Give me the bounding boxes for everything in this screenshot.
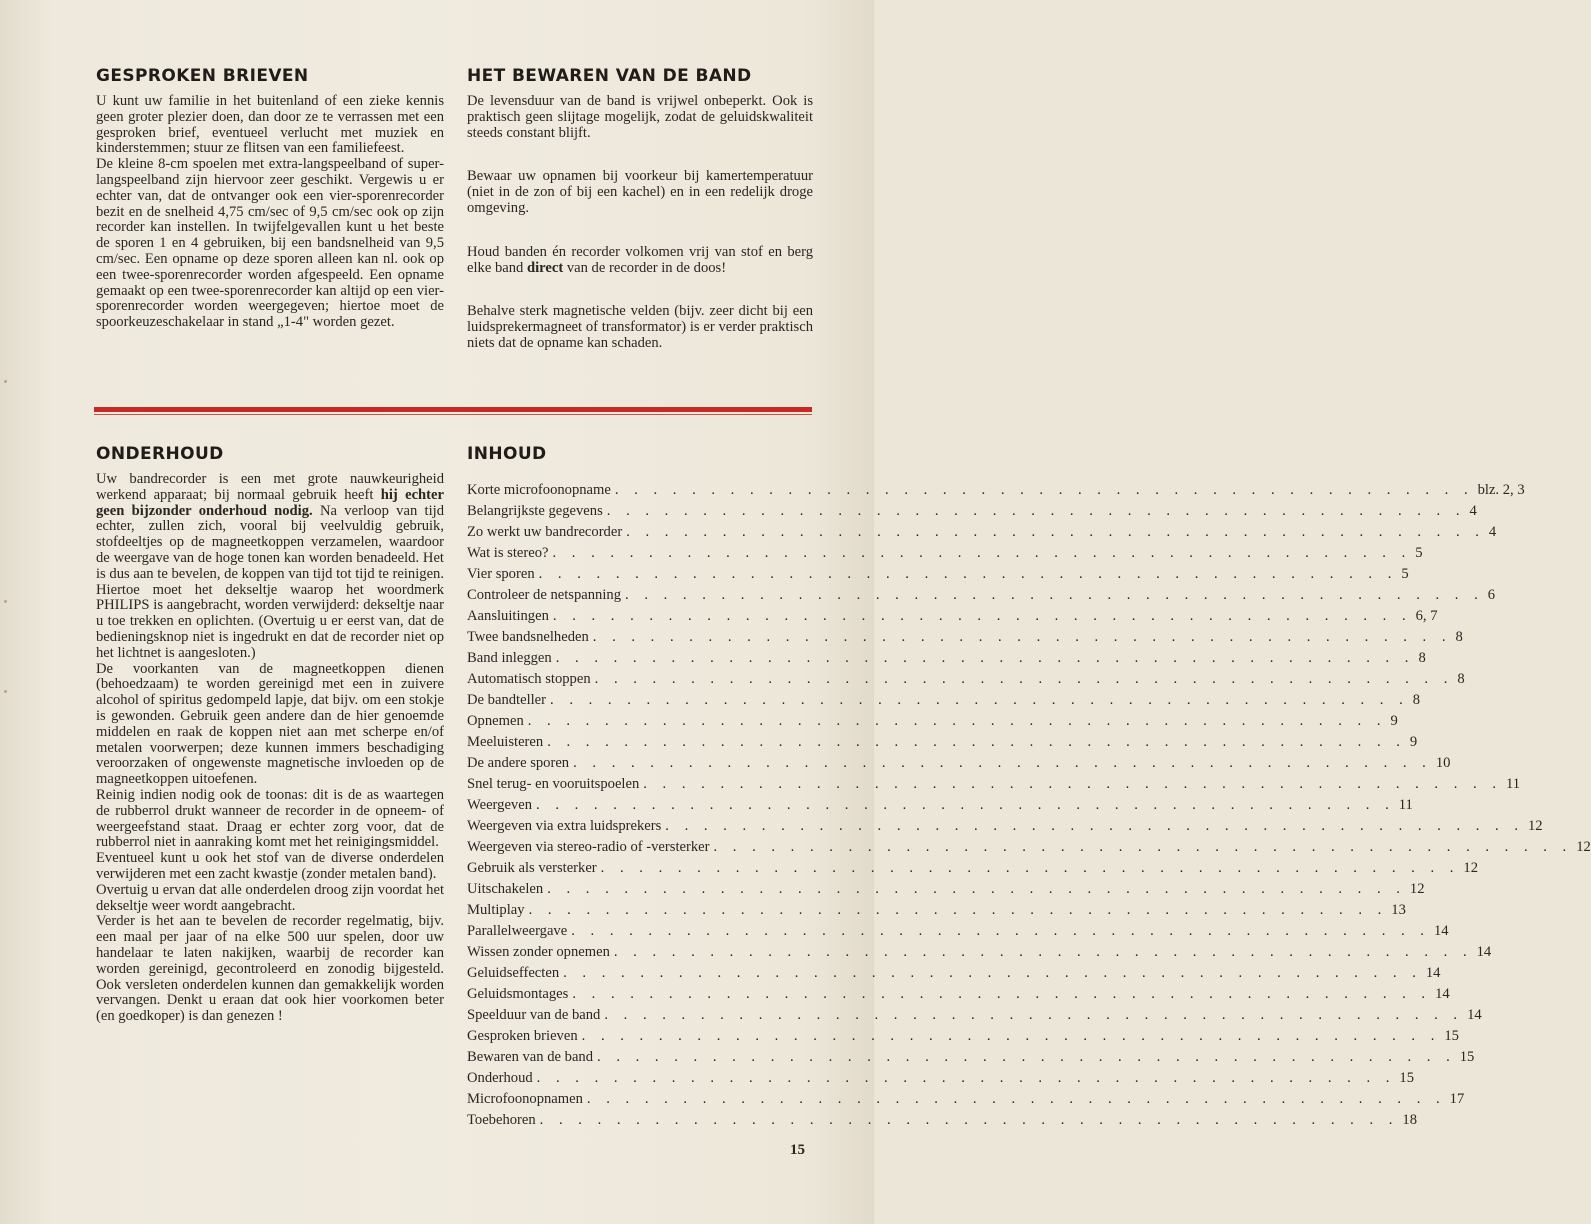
toc-title: Multiplay [467,902,525,918]
table-of-contents [467,480,1591,1131]
toc-entry [467,1110,1417,1131]
toc-page: 17 [1449,1091,1465,1107]
toc-page: 13 [1391,902,1406,918]
toc-entry [467,1047,1475,1068]
toc-leader-dots: . . . . . . . . . . . . . . . . . . . . . . . . . . . . . . . . . . . . . . . . . . . . . [552,608,1412,624]
paper-speck [4,380,7,383]
toc-leader-dots: . . . . . . . . . . . . . . . . . . . . . . . . . . . . . . . . . . . . . . . . . . . . . [528,902,1388,918]
paragraph: Behalve sterk magnetische velden (bijv. zeer dicht bij een luidsprekermagneet of transformator) is er verder praktisch niets dat de opname kan schaden. [467,303,813,351]
toc-title: Belangrijkste gegevens [467,503,603,519]
toc-entry [467,837,1591,858]
toc-leader-dots: . . . . . . . . . . . . . . . . . . . . . . . . . . . . . . . . . . . . . . . . . . . . . [665,818,1524,834]
paragraph: Bewaar uw opnamen bij voorkeur bij kamertemperatuur (niet in de zon of bij een kachel) en in een redelijk droge omgeving. [467,168,813,216]
toc-leader-dots: . . . . . . . . . . . . . . . . . . . . . . . . . . . . . . . . . . . . . . . . . . . . . [625,587,1484,603]
toc-page: 8 [1418,650,1426,666]
toc-title: Opnemen [467,713,524,729]
toc-entry [467,963,1441,984]
toc-leader-dots: . . . . . . . . . . . . . . . . . . . . . . . . . . . . . . . . . . . . . . . . . . . . . [573,755,1432,771]
toc-leader-dots: . . . . . . . . . . . . . . . . . . . . . . . . . . . . . . . . . . . . . . . . . . . . . [550,692,1409,708]
toc-page: 11 [1505,776,1521,792]
toc-page: 8 [1455,629,1463,645]
toc-title: Geluidsmontages [467,986,569,1002]
paragraph [96,472,444,662]
toc-leader-dots: . . . . . . . . . . . . . . . . . . . . . . . . . . . . . . . . . . . . . . . . . . . . . [527,713,1387,729]
paragraph: U kunt uw familie in het buitenland of een zieke kennis geen groter plezier doen, dan door ze te verrassen met een gesproken brief, eventueel verlucht met muziek en kinderstemmen; stuur ze flitsen van een familiefeest. [96,93,444,157]
toc-entry [467,564,1409,585]
toc-title: Wat is stereo? [467,545,549,561]
toc-entry [467,900,1406,921]
toc-entry [467,585,1496,606]
toc-page: 14 [1467,1007,1482,1023]
paragraph: Verder is het aan te bevelen de recorder regelmatig, bijv. een maal per jaar of na elke 500 uur spelen, door uw handelaar te laten nakijken, waarbij de recorder kan worden gereinigd, gecontroleerd en zonodig bijgesteld. Ook versleten onderdelen kunnen dan gemakkelijk worden vervangen. Denkt u eraan dat ook hier voorkomen beter (en goedkoper) is dan genezen ! [96,913,444,1025]
toc-entry [467,1026,1459,1047]
toc-title: Speelduur van de band [467,1007,601,1023]
toc-title: Uitschakelen [467,881,544,897]
paragraph: De levensduur van de band is vrijwel onbeperkt. Ook is praktisch geen slijtage mogelijk, zodat de geluidskwaliteit steeds constant blijft. [467,93,813,141]
toc-title: Onderhoud [467,1070,533,1086]
toc-title: Meeluisteren [467,734,544,750]
toc-leader-dots: . . . . . . . . . . . . . . . . . . . . . . . . . . . . . . . . . . . . . . . . . . . . . [571,923,1430,939]
toc-leader-dots: . . . . . . . . . . . . . . . . . . . . . . . . . . . . . . . . . . . . . . . . . . . . . [539,1112,1399,1128]
toc-title: Bewaren van de band [467,1049,594,1065]
toc-page: 12 [1409,881,1425,897]
toc-entry [467,669,1465,690]
toc-leader-dots: . . . . . . . . . . . . . . . . . . . . . . . . . . . . . . . . . . . . . . . . . . . . . [606,503,1466,519]
toc-leader-dots: . . . . . . . . . . . . . . . . . . . . . . . . . . . . . . . . . . . . . . . . . . . . . [536,1070,1396,1086]
toc-leader-dots: . . . . . . . . . . . . . . . . . . . . . . . . . . . . . . . . . . . . . . . . . . . . . [592,629,1452,645]
toc-title: Microfoonopnamen [467,1091,583,1107]
toc-title: Band inleggen [467,650,552,666]
section-heading: HET BEWAREN VAN DE BAND [467,66,752,86]
paragraph: Overtuig u ervan dat alle onderdelen droog zijn voordat het dekseltje weer wordt aangebracht. [96,881,444,914]
toc-title: De bandteller [467,692,547,708]
paper-speck [4,600,7,603]
paper-speck [4,690,7,693]
toc-title: De andere sporen [467,755,570,771]
paragraph: Eventueel kunt u ook het stof van de diverse onderdelen verwijderen met een zacht kwastje (zonder metalen band). [96,850,444,882]
toc-leader-dots: . . . . . . . . . . . . . . . . . . . . . . . . . . . . . . . . . . . . . . . . . . . . . [597,1049,1456,1065]
toc-entry [467,774,1521,795]
toc-leader-dots: . . . . . . . . . . . . . . . . . . . . . . . . . . . . . . . . . . . . . . . . . . . . . [538,566,1398,582]
toc-page: blz. 2, 3 [1477,482,1525,498]
section-gesproken-brieven [96,66,444,331]
toc-leader-dots: . . . . . . . . . . . . . . . . . . . . . . . . . . . . . . . . . . . . . . . . . . . . . [572,986,1432,1002]
toc-title: Geluidseffecten [467,965,560,981]
toc-page: 8 [1412,692,1421,708]
bold-text: hij echter geen bijzonder onderhoud nodig. [96,486,444,519]
toc-page: 12 [1576,839,1591,855]
toc-entry [467,1005,1482,1026]
text-run: van de recorder in de doos! [563,259,727,276]
toc-entry [467,501,1477,522]
toc-entry [467,858,1478,879]
toc-title: Toebehoren [467,1112,536,1128]
toc-leader-dots: . . . . . . . . . . . . . . . . . . . . . . . . . . . . . . . . . . . . . . . . . . . . . [563,965,1422,981]
toc-title: Aansluitingen [467,608,549,624]
paragraph: De kleine 8-cm spoelen met extra-langspeelband of super-langspeelband zijn hiervoor zeer geschikt. Vergewis u er echter van, dat de ontvanger ook een vier-sporenrecorder bezit en de snelheid 4,75 cm/sec of 9,5 cm/sec ook op zijn recorder kan instellen. In twijfelgevallen kunt u het beste de sporen 1 en 4 gebruiken, bij een bandsnelheid van 9,5 cm/sec. Een opname op deze sporen alleen kan nl. ook op een twee-sporenrecorder worden afgespeeld. Een opname gemaakt op een twee-sporenrecorder kan altijd op een vier-sporenrecorder worden weergegeven; hiertoe moet de spoorkeuzeschakelaar in stand „1-4" worden gezet. [96,156,444,331]
paragraph: De voorkanten van de magneetkoppen dienen (behoedzaam) te worden gereinigd met een in zuivere alcohol of spiritus gedompeld lapje, dat bijv. om een stokje is gewonden. Gebruik geen andere dan de hier genoemde middelen en raak de koppen niet aan met scherpe en/of metalen voorwerpen; deze kunnen immers beschadiging veroorzaken of ongewenste magnetische invloeden op de magneetkoppen uitoefenen. [96,660,444,788]
toc-page: 9 [1390,713,1398,729]
bold-text: direct [526,259,564,276]
toc-leader-dots: . . . . . . . . . . . . . . . . . . . . . . . . . . . . . . . . . . . . . . . . . . . . . [586,1091,1446,1107]
toc-title: Automatisch stoppen [467,671,591,687]
toc-title: Parallelweergave [467,923,568,939]
red-divider [94,407,812,412]
toc-entry [467,921,1449,942]
toc-leader-dots: . . . . . . . . . . . . . . . . . . . . . . . . . . . . . . . . . . . . . . . . . . . . . [536,797,1395,813]
text-run: Uw bandrecorder is een met grote nauwkeurigheid werkend apparaat; bij normaal gebruik heeft [96,471,444,503]
toc-leader-dots: . . . . . . . . . . . . . . . . . . . . . . . . . . . . . . . . . . . . . . . . . . . . . [643,776,1502,792]
toc-title: Controleer de netspanning [467,587,622,603]
toc-leader-dots: . . . . . . . . . . . . . . . . . . . . . . . . . . . . . . . . . . . . . . . . . . . . . [547,881,1406,897]
section-onderhoud [96,444,444,1025]
toc-entry [467,984,1450,1005]
toc-page: 15 [1444,1028,1459,1044]
toc-title: Snel terug- en vooruitspoelen [467,776,640,792]
toc-entry [467,753,1451,774]
toc-page: 14 [1435,986,1450,1002]
toc-entry [467,732,1418,753]
toc-entry [467,711,1398,732]
toc-title: Gesproken brieven [467,1028,578,1044]
toc-page: 6, 7 [1415,608,1438,624]
toc-page: 18 [1402,1112,1417,1128]
section-heading: ONDERHOUD [96,444,224,464]
toc-page: 10 [1435,755,1451,771]
toc-entry [467,1068,1414,1089]
section-inhoud [467,444,1591,1147]
toc-page: 5 [1415,545,1423,561]
toc-leader-dots: . . . . . . . . . . . . . . . . . . . . . . . . . . . . . . . . . . . . . . . . . . . . . [604,1007,1464,1023]
toc-entry [467,942,1492,963]
toc-page: 14 [1476,944,1492,960]
toc-page: 14 [1425,965,1441,981]
section-heading: INHOUD [467,444,547,464]
section-het-bewaren-van-de-band [467,66,813,352]
toc-leader-dots: . . . . . . . . . . . . . . . . . . . . . . . . . . . . . . . . . . . . . . . . . . . . . [547,734,1406,750]
toc-page: 5 [1401,566,1409,582]
toc-entry [467,606,1438,627]
toc-page: 11 [1398,797,1413,813]
toc-page: 15 [1459,1049,1475,1065]
toc-page: 4 [1488,524,1497,540]
toc-page: 4 [1469,503,1477,519]
toc-leader-dots: . . . . . . . . . . . . . . . . . . . . . . . . . . . . . . . . . . . . . . . . . . . . . [614,482,1474,498]
toc-page: 8 [1457,671,1465,687]
toc-leader-dots: . . . . . . . . . . . . . . . . . . . . . . . . . . . . . . . . . . . . . . . . . . . . . [613,944,1473,960]
toc-title: Weergeven [467,797,533,813]
toc-title: Korte microfoonopname [467,482,611,498]
toc-leader-dots: . . . . . . . . . . . . . . . . . . . . . . . . . . . . . . . . . . . . . . . . . . . . . [552,545,1412,561]
toc-page: 14 [1433,923,1449,939]
toc-entry [467,522,1497,543]
toc-entry [467,816,1543,837]
toc-leader-dots: . . . . . . . . . . . . . . . . . . . . . . . . . . . . . . . . . . . . . . . . . . . . . [581,1028,1441,1044]
toc-page: 12 [1528,818,1543,834]
toc-entry [467,627,1463,648]
toc-title: Weergeven via stereo-radio of -versterker [467,839,710,855]
toc-entry [467,648,1426,669]
toc-page: 9 [1409,734,1418,750]
toc-title: Twee bandsnelheden [467,629,589,645]
toc-entry [467,690,1421,711]
toc-title: Vier sporen [467,566,535,582]
toc-entry [467,879,1425,900]
toc-title: Zo werkt uw bandrecorder [467,524,623,540]
text-run: Na verloop van tijd echter, zullen zich, vooral bij veelvuldig gebruik, stofdeeltjes op de magneetkoppen verzamelen, waardoor de weergave van de hoge tonen kan worden benadeeld. Het is dus aan te bevelen, de koppen van tijd tot tijd te reinigen. Hiertoe moet het dekseltje waarop het woordmerk PHILIPS is aangebracht, worden verwijderd: dekseltje naar u toe trekken en oplichten. (Overtuig u er eerst van, dat de bedieningsknop niet is ingedrukt en dat de recorder niet op het lichtnet is aangesloten.) [96,502,445,661]
toc-entry [467,543,1423,564]
toc-page: 12 [1463,860,1478,876]
toc-page: 6 [1487,587,1496,603]
text-run: Houd banden én recorder volkomen vrij van stof en berg elke band [467,243,813,276]
paragraph: Reinig indien nodig ook de toonas: dit is de as waartegen de rubberrol drukt wanneer de recorder in de opneem- of weergeefstand staat. Draag er echter zorg voor, dat de rubberrol niet in aanraking komt met het reinigingsmiddel. [96,786,444,851]
toc-leader-dots: . . . . . . . . . . . . . . . . . . . . . . . . . . . . . . . . . . . . . . . . . . . . . [626,524,1485,540]
toc-title: Gebruik als versterker [467,860,597,876]
toc-entry [467,795,1413,816]
toc-page: 15 [1399,1070,1414,1086]
toc-leader-dots: . . . . . . . . . . . . . . . . . . . . . . . . . . . . . . . . . . . . . . . . . . . . . [600,860,1460,876]
toc-entry [467,1089,1465,1110]
toc-leader-dots: . . . . . . . . . . . . . . . . . . . . . . . . . . . . . . . . . . . . . . . . . . . . . [555,650,1415,666]
toc-leader-dots: . . . . . . . . . . . . . . . . . . . . . . . . . . . . . . . . . . . . . . . . . . . . . [713,839,1573,855]
toc-title: Wissen zonder opnemen [467,944,610,960]
section-heading: GESPROKEN BRIEVEN [96,66,309,86]
paragraph [467,245,813,277]
toc-title: Weergeven via extra luidsprekers [467,818,662,834]
toc-leader-dots: . . . . . . . . . . . . . . . . . . . . . . . . . . . . . . . . . . . . . . . . . . . . . [594,671,1454,687]
page-number: 15 [790,1142,805,1158]
toc-entry [467,480,1525,501]
